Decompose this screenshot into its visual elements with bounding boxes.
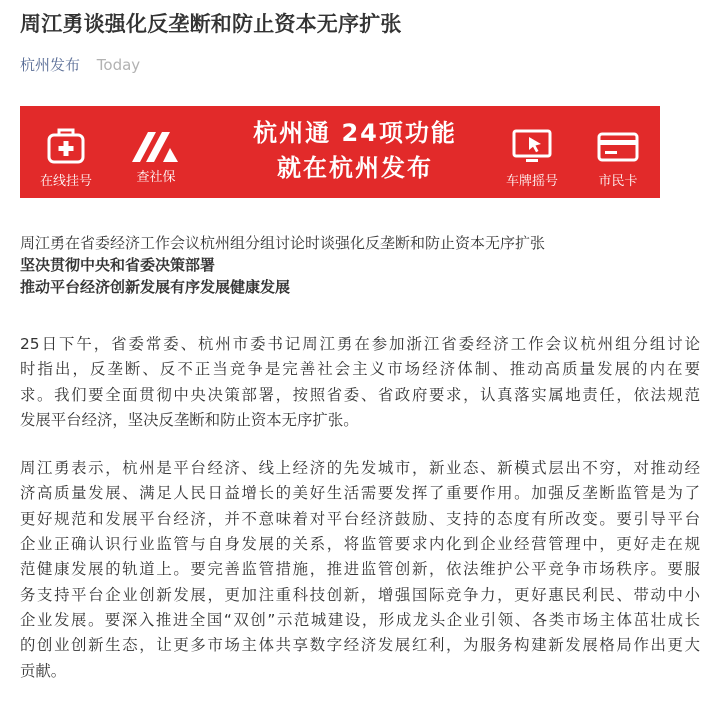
monitor-click-icon — [510, 128, 554, 168]
paragraph-1 — [20, 332, 700, 433]
slogan-line-2: 就在杭州发布 — [277, 154, 433, 182]
heading-2: 推动平台经济创新发展有序发展健康发展 — [20, 278, 291, 296]
heading-1: 坚决贯彻中央和省委决策部署 — [20, 256, 216, 274]
slogan-line-1: 杭州通 24项功能 — [253, 119, 457, 147]
paragraph-line: 贡献。 — [20, 661, 67, 680]
article-title: 周江勇谈强化反垄断和防止资本无序扩张 — [20, 12, 402, 36]
lead-line: 周江勇在省委经济工作会议杭州组分组讨论时谈强化反垄断和防止资本无序扩张 — [20, 234, 546, 252]
card-icon — [596, 128, 640, 168]
paragraph-2 — [20, 456, 700, 684]
banner-slogan — [216, 116, 494, 186]
paragraph-line: 的创业创新生态，让更多市场主体共享数字经济发展红利，为服务构建新发展格局作出更大 — [20, 636, 700, 655]
tile-label: 车牌摇号 — [505, 174, 558, 189]
paragraph-line: 济高质量发展、满足人民日益增长的美好生活需要发挥了重要作用。加强反垄断监管是为了 — [20, 484, 700, 503]
paragraph-line: 企业发展。要深入推进全国“双创”示范城建设，形成龙头企业引领、各类市场主体茁壮成长 — [20, 610, 700, 629]
publish-date: Today — [96, 56, 141, 74]
article-meta — [20, 54, 140, 76]
tile-citizen-card[interactable] — [578, 106, 658, 198]
paragraph-line: 企业正确认识行业监管与自身发展的关系，将监管要求内化到企业经营管理中，更好走在规 — [20, 535, 700, 554]
paragraph-line: 25日下午，省委常委、杭州市委书记周江勇在参加浙江省委经济工作会议杭州组分组讨论 — [20, 335, 700, 353]
tile-label: 市民卡 — [598, 174, 638, 189]
medical-kit-icon — [44, 124, 88, 168]
promo-banner[interactable] — [20, 106, 660, 198]
tile-online-registration[interactable] — [26, 106, 106, 198]
paragraph-line: 求。我们要全面贯彻中央决策部署，按照省委、省政府要求，认真落实属地责任，依法规范 — [20, 385, 700, 404]
paragraph-line: 务支持平台企业创新发展，更加注重科技创新，增强国际竞争力，更好惠民利民、带动中小 — [20, 585, 700, 604]
tile-social-security[interactable] — [116, 106, 196, 198]
paragraph-line: 周江勇表示，杭州是平台经济、线上经济的先发城市，新业态、新模式层出不穷，对推动经 — [20, 459, 700, 478]
paragraph-line: 发展平台经济，坚决反垄断和防止资本无序扩张。 — [20, 410, 359, 429]
paragraph-line: 时指出，反垄断、反不正当竞争是完善社会主义市场经济体制、推动高质量发展的内在要 — [20, 360, 700, 379]
paragraph-line: 范健康发展的轨道上。要完善监管措施，推进监管创新，依法维护公平竞争市场秩序。要服 — [20, 560, 700, 579]
article-body — [20, 232, 700, 684]
account-name-link[interactable]: 杭州发布 — [20, 56, 81, 74]
tile-license-plate-lottery[interactable] — [492, 106, 572, 198]
paragraph-line: 更好规范和发展平台经济，并不意味着对平台经济鼓励、支持的态度有所改变。要引导平台 — [20, 509, 700, 528]
tile-label: 查社保 — [136, 170, 176, 185]
social-security-logo-icon — [130, 128, 182, 164]
tile-label: 在线挂号 — [39, 174, 92, 189]
